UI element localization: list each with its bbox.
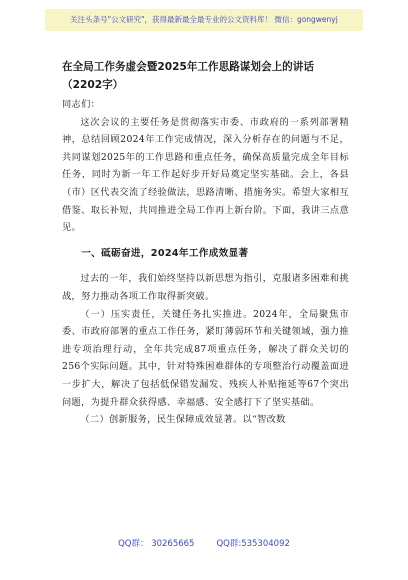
document-title-block [62,58,362,94]
document-body [62,96,349,429]
point-one-paragraph: （一）压实责任，关键任务扎实推进。2024年，全局聚焦市委、市政府部署的重点工作任务，紧盯薄弱环节和关键领域，强力推进专项治理行动，全年共完成87项重点任务，解决了群众关切的256个实际问题。其中，针对特殊困难群体的专项整治行动覆盖面进一步扩大，解决了包括低保错发漏发、残疾人补贴拖延等67个突出问题，为提升群众获得感、幸福感、安全感打下了坚实基础。 [62,308,349,408]
point-two-paragraph: （二）创新服务，民生保障成效显著。以“智改数 [80,414,286,426]
footer-qq-group-1: QQ群： 30265665 [118,539,195,549]
header-banner: 关注头条号"公文研究"，获得最新最全最专业的公文资料库！ 微信：gongwenyj [45,9,363,31]
greeting: 同志们： [62,99,101,110]
section-intro-paragraph: 过去的一年，我们始终坚持以新思想为指引，克服诸多困难和挑战，努力推动各项工作取得新突破。 [62,273,349,302]
word-count: （2202字） [62,79,124,91]
paragraph-spacer [62,237,349,245]
intro-paragraph: 这次会议的主要任务是贯彻落实市委、市政府的一系列部署精神，总结回顾2024年工作完成情况，深入分析存在的问题与不足，共同谋划2025年的工作思路和重点任务，确保高质量完成全年目标任务，同时为新一年工作起好步开好局奠定坚实基础。会上，各县（市）区代表交流了经验做法，思路清晰、措施务实。希望大家相互借鉴、取长补短，共同推进全局工作再上新台阶。下面，我讲三点意见。 [62,116,349,234]
footer [0,537,408,549]
section-heading: 一、砥砺奋进，2024年工作成效显著 [81,247,249,259]
paragraph-spacer [62,262,349,270]
document-title: 在全局工作务虚会暨2025年工作思路谋划会上的讲话 [62,61,314,73]
footer-qq-group-2: QQ群:535304092 [216,539,290,549]
